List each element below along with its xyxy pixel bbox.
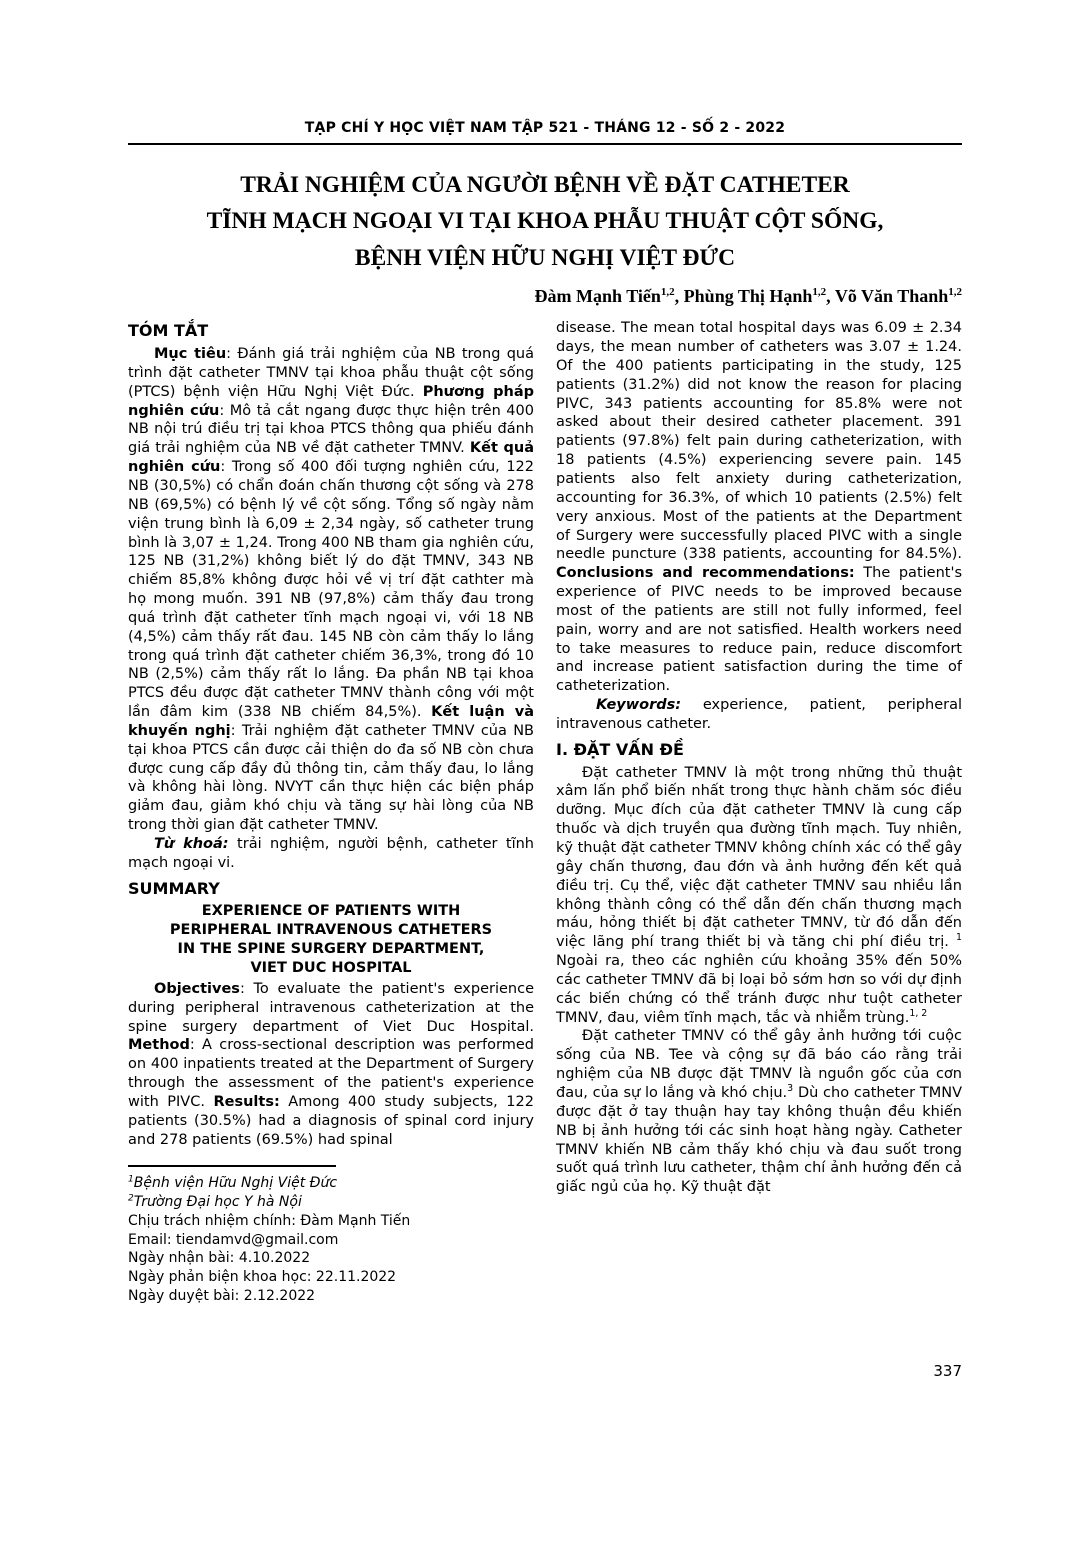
authors-line: Đàm Mạnh Tiến$^{1,2}$, Phùng Thị Hạnh$^{1,2}$, Võ Văn Thanh$^{1,2}$ bbox=[534, 286, 962, 307]
footnote-received-date: Ngày nhận bài: 4.10.2022 bbox=[128, 1250, 311, 1267]
right-column bbox=[556, 319, 962, 1305]
introduction-paragraph-1: Đặt catheter TMNV là một trong những thủ thuật xâm lấn phổ biến nhất trong thực hành chăm sóc điều dưỡng. Mục đích của đặt catheter TMNV là cung cấp thuốc và dịch truyền qua đường tĩnh mạch. Tuy nhiên, kỹ thuật đặt catheter TMNV không chính xác có thể gây gây chấn thương, đau đớn và ảnh hưởng đến kết quả điều trị. Cụ thể, việc đặt catheter TMNV sau nhiều lần không thành công có thể dẫn đến chấn thương mạch máu, hỏng thiết bị đặt catheter TMNV, từ đó dẫn đến việc lãng phí trang thiết bị và tăng chi phí điều trị. $^1$ Ngoài ra, theo các nghiên cứu khoảng 35% đến 50% các catheter TMNV đã bị loại bỏ sớm hơn so với dự định các biến chứng có thể tránh được như tuột catheter TMNV, đau, viêm tĩnh mạch, tắc và nhiễm trùng.$^{1, 2}$ bbox=[556, 764, 963, 1026]
article-title-line-1: TRẢI NGHIỆM CỦA NGƯỜI BỆNH VỀ ĐẶT CATHETER bbox=[240, 172, 850, 198]
footnote-email: Email: tiendamvd@gmail.com bbox=[128, 1231, 339, 1248]
article-title-line-2: TĨNH MẠCH NGOẠI VI TẠI KHOA PHẪU THUẬT CỘT SỐNG, bbox=[206, 208, 884, 235]
summary-body: Objectives: To evaluate the patient's experience during peripheral intravenous catheterization at the spine surgery department of Viet Duc Hospital. Method: A cross-sectional description was performed on 400 inpatients treated at the Department of Surgery through the assessment of the patient's experience with PIVC. Results: Among 400 study subjects, 122 patients (30.5%) had a diagnosis of spinal cord injury and 278 patients (69.5%) had spinal bbox=[128, 980, 534, 1148]
summary-title-line-1: EXPERIENCE OF PATIENTS WITH bbox=[201, 903, 461, 920]
summary-keywords: Keywords: experience, patient, peripheral intravenous catheter. bbox=[556, 697, 962, 732]
article-title bbox=[128, 167, 962, 276]
introduction-heading: I. ĐẶT VẤN ĐỀ bbox=[556, 739, 684, 759]
abstract-keywords: Từ khoá: trải nghiệm, người bệnh, catheter tĩnh mạch ngoại vi. bbox=[128, 836, 534, 871]
summary-title-line-4: VIET DUC HOSPITAL bbox=[250, 960, 412, 977]
page-number: 337 bbox=[933, 1362, 962, 1380]
page-header bbox=[128, 120, 962, 145]
footnote-block bbox=[128, 1165, 534, 1305]
footnote-review-date: Ngày phản biện khoa học: 22.11.2022 bbox=[128, 1269, 397, 1286]
journal-header-line: TẠP CHÍ Y HỌC VIỆT NAM TẬP 521 - THÁNG 12 - SỐ 2 - 2022 bbox=[128, 120, 962, 145]
summary-continuation: disease. The mean total hospital days was 6.09 ± 2.34 days, the mean number of catheters was 3.07 ± 1.24. Of the 400 patients participating in the study, 125 patients (31.2%) did not know the reason for placing PIVC, 343 patients accounting for 85.8% were not asked about their desired catheter placement. 391 patients (97.8%) felt pain during catheterization, with 18 patients (4.5%) experiencing severe pain. 145 patients also felt anxiety during catheterization, accounting for 36.3%, of which 10 patients (2.5%) felt very anxious. Most of the patients at the Department of Surgery were successfully placed PIVC with a single needle puncture (338 patients, accounting for 84.5%). Conclusions and recommendations: The patient's experience of PIVC needs to be improved because most of the patients are still not fully informed, feel pain, worry and are not satisfied. Health workers need to take measures to reduce pain, reduce discomfort and increase patient satisfaction during the time of catheterization. bbox=[556, 320, 962, 695]
abstract-heading: TÓM TẮT bbox=[128, 321, 209, 341]
introduction-paragraph-2: Đặt catheter TMNV có thể gây ảnh hưởng tới cuộc sống của NB. Tee và cộng sự đã báo cáo rằng trải nghiệm của NB được đặt TMNV là nguồn gốc của cơn đau, của sự lo lắng và khó chịu.$^3$ Dù cho catheter TMNV được đặt ở tay thuận hay tay không thuận đều khiến NB bị ảnh hưởng tới các sinh hoạt hàng ngày. Catheter TMNV khiến NB cảm thấy khó chịu và đau suốt trong suốt quá trình lưu catheter, thậm chí ảnh hưởng đến cả giấc ngủ của họ. Kỹ thuật đặt bbox=[556, 1028, 962, 1196]
summary-heading: SUMMARY bbox=[128, 878, 220, 898]
footnote-divider bbox=[128, 1165, 336, 1167]
footnote-corresponding-author: Chịu trách nhiệm chính: Đàm Mạnh Tiến bbox=[128, 1212, 411, 1229]
two-column-body bbox=[128, 319, 962, 1305]
summary-title-line-2: PERIPHERAL INTRAVENOUS CATHETERS bbox=[169, 922, 493, 939]
summary-title-line-3: IN THE SPINE SURGERY DEPARTMENT, bbox=[177, 941, 485, 958]
footnote-affiliation-1: $^1$Bệnh viện Hữu Nghị Việt Đức bbox=[128, 1174, 338, 1192]
footnote-accepted-date: Ngày duyệt bài: 2.12.2022 bbox=[128, 1287, 316, 1304]
footnote-affiliation-2: $^2$Trường Đại học Y hà Nội bbox=[128, 1193, 302, 1211]
summary-title bbox=[128, 902, 534, 977]
article-title-line-3: BỆNH VIỆN HỮU NGHỊ VIỆT ĐỨC bbox=[354, 244, 736, 271]
left-column bbox=[128, 319, 534, 1305]
abstract-body: Mục tiêu: Đánh giá trải nghiệm của NB trong quá trình đặt catheter TMNV tại khoa phẫu thuật cột sống (PTCS) bệnh viện Hữu Nghị Việt Đức. Phương pháp nghiên cứu: Mô tả cắt ngang được thực hiện trên 400 NB nội trú điều trị tại khoa PTCS thông qua phiếu đánh giá trải nghiệm của NB về đặt catheter TMNV. Kết quả nghiên cứu: Trong số 400 đối tượng nghiên cứu, 122 NB (30,5%) có chẩn đoán chấn thương cột sống và 278 NB (69,5%) có bệnh lý về cột sống. Tổng số ngày nằm viện trung bình là 6,09 ± 2,34 ngày, số catheter trung bình là 3,07 ± 1,24. Trong 400 NB tham gia nghiên cứu, 125 NB (31,2%) không biết lý do đặt TMNV, 343 NB chiếm 85,8% không được hỏi về vị trí đặt cathter mà họ mong muốn. 391 NB (97,8%) cảm thấy đau trong quá trình đặt catheter tĩnh mạch ngoại vi, với 18 NB (4,5%) cảm thấy rất đau. 145 NB còn cảm thấy lo lắng trong quá trình đặt catheter chiếm 36,3%, trong đó 10 NB (2,5%) cảm thấy rất lo lắng. Đa phần NB tại khoa PTCS đều được đặt catheter TMNV thành công với một lần đâm kim (338 NB chiếm 84,5%). Kết luận và khuyến nghị: Trải nghiệm đặt catheter TMNV của NB tại khoa PTCS cần được cải thiện do đa số NB còn chưa được cung cấp đầy đủ thông tin, cảm thấy đau, lo lắng và không hài lòng. NVYT cần thực hiện các biện pháp giảm đau, giảm khó chịu và tăng sự hài lòng của NB trong thời gian đặt catheter TMNV. bbox=[128, 346, 534, 834]
